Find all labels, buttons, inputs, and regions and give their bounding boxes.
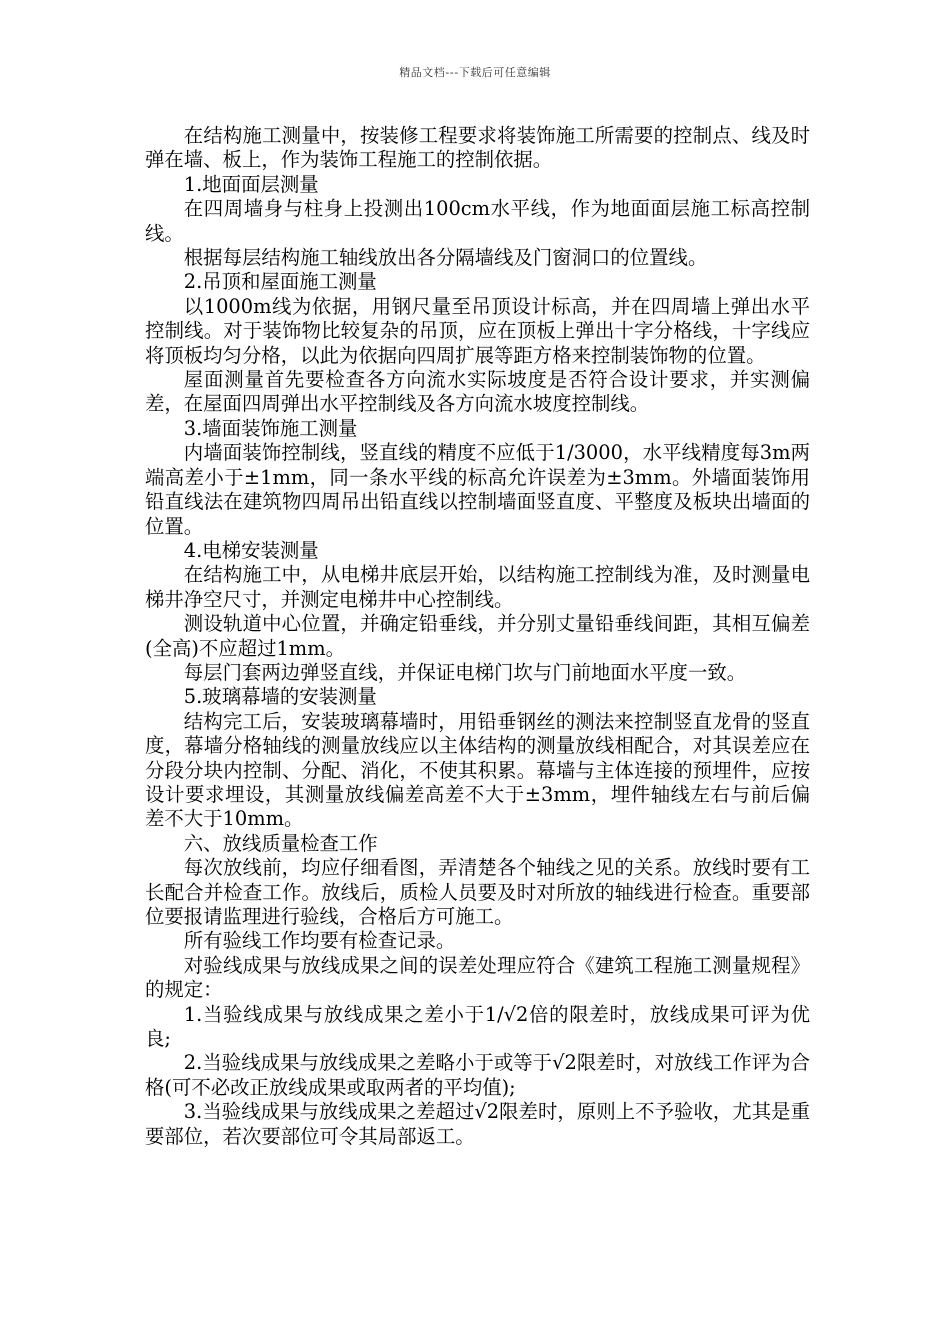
paragraph: 内墙面装饰控制线，竖直线的精度不应低于1/3000，水平线精度每3m两端高差小于±1mm，同一条水平线的标高允许误差为±3mm。外墙面装饰用铅直线法在建筑物四周吊出铅直线以控制墙面竖直度、平整度及板块出墙面的位置。 xyxy=(145,441,810,538)
paragraph: 所有验线工作均要有检查记录。 xyxy=(183,929,456,953)
paragraph: 测设轨道中心位置，并确定铅垂线，并分别丈量铅垂线间距，其相互偏差(全高)不应超过1mm。 xyxy=(145,612,810,660)
section-heading: 5.玻璃幕墙的安装测量 xyxy=(183,685,377,709)
section-heading: 3.墙面装饰施工测量 xyxy=(183,416,358,440)
paragraph: 在四周墙身与柱身上投测出100cm水平线，作为地面面层施工标高控制线。 xyxy=(145,197,810,245)
paragraph: 每次放线前，均应仔细看图，弄清楚各个轴线之见的关系。放线时要有工长配合并检查工作。放线后，质检人员要及时对所放的轴线进行检查。重要部位要报请监理进行验线，合格后方可施工。 xyxy=(145,856,810,928)
paragraph: 每层门套两边弹竖直线，并保证电梯门坎与门前地面水平度一致。 xyxy=(183,660,747,684)
paragraph: 对验线成果与放线成果之间的误差处理应符合《建筑工程施工测量规程》的规定： xyxy=(145,953,810,1002)
page-header: 精品文档---下载后可任意编辑 xyxy=(399,66,551,79)
section-heading: 六、放线质量检查工作 xyxy=(183,831,378,855)
document-body xyxy=(145,124,810,1149)
paragraph: 结构完工后，安装玻璃幕墙时，用铅垂钢丝的测法来控制竖直龙骨的竖直度，幕墙分格轴线的测量放线应以主体结构的测量放线相配合，对其误差应在分段分块内控制、分配、消化，不使其积累。幕墙与主体连接的预埋件，应按设计要求埋设，其测量放线偏差高差不大于±3mm，埋件轴线左右与前后偏差不大于10mm。 xyxy=(145,709,810,831)
section-heading: 2.吊顶和屋面施工测量 xyxy=(183,270,377,294)
paragraph: 在结构施工中，从电梯井底层开始，以结构施工控制线为准，及时测量电梯井净空尺寸，并测定电梯井中心控制线。 xyxy=(145,563,810,611)
paragraph: 以1000m线为依据，用钢尺量至吊顶设计标高，并在四周墙上弹出水平控制线。对于装饰物比较复杂的吊顶，应在顶板上弹出十字分格线，十字线应将顶板均匀分格，以此为依据向四周扩展等距方格来控制装饰物的位置。 xyxy=(145,294,810,367)
section-heading: 1.地面面层测量 xyxy=(183,172,319,196)
list-item: 2.当验线成果与放线成果之差略小于或等于√2限差时，对放线工作评为合格(可不必改正放线成果或取两者的平均值); xyxy=(145,1051,810,1099)
list-item: 1.当验线成果与放线成果之差小于1/√2倍的限差时，放线成果可评为优良; xyxy=(145,1002,810,1051)
list-item: 3.当验线成果与放线成果之差超过√2限差时，原则上不予验收，尤其是重要部位，若次要部位可令其局部返工。 xyxy=(145,1100,810,1148)
paragraph: 根据每层结构施工轴线放出各分隔墙线及门窗洞口的位置线。 xyxy=(183,246,708,270)
section-heading: 4.电梯安装测量 xyxy=(183,538,319,562)
paragraph: 屋面测量首先要检查各方向流水实际坡度是否符合设计要求，并实测偏差，在屋面四周弹出水平控制线及各方向流水坡度控制线。 xyxy=(145,368,810,416)
paragraph: 在结构施工测量中，按装修工程要求将装饰施工所需要的控制点、线及时弹在墙、板上，作为装饰工程施工的控制依据。 xyxy=(145,124,810,172)
